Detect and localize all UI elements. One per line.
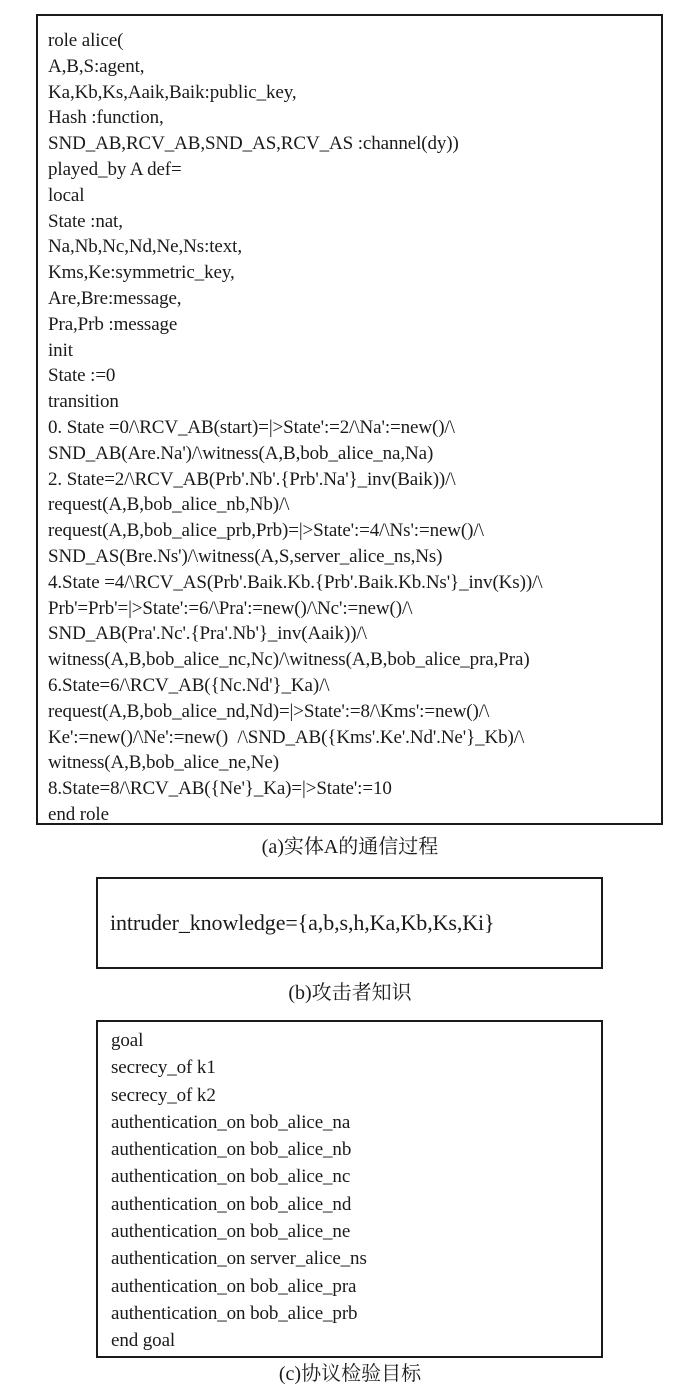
panel-a-line: SND_AS(Bre.Ns')/\witness(A,S,server_alice_ns,Ns) [48,545,443,567]
panel-c-code-box [96,1020,603,1358]
panel-a-line: 4.State =4/\RCV_AS(Prb'.Baik.Kb.{Prb'.Baik.Kb.Ns'}_inv(Ks))/\ [48,571,543,593]
panel-a-line: played_by A def= [48,158,182,180]
panel-c-caption: (c)协议检验目标 [278,1363,422,1385]
panel-a-line: Ka,Kb,Ks,Aaik,Baik:public_key, [48,81,297,103]
panel-a-line: Na,Nb,Nc,Nd,Ne,Ns:text, [48,236,242,258]
panel-c-line: authentication_on bob_alice_ne [111,1221,351,1243]
panel-a-line: 6.State=6/\RCV_AB({Nc.Nd'}_Ka)/\ [48,674,330,696]
panel-c-line: secrecy_of k1 [111,1057,216,1079]
panel-c-line: secrecy_of k2 [111,1084,216,1106]
panel-a-line: local [48,184,85,206]
panel-a-code-box [36,14,663,825]
panel-c-line: authentication_on bob_alice_nc [111,1166,351,1188]
panel-a-line: request(A,B,bob_alice_nd,Nd)=|>State':=8/\Kms':=new()/\ [48,700,490,722]
panel-a-line: Hash :function, [48,107,164,129]
panel-a-line: end role [48,803,109,825]
panel-c-line: authentication_on bob_alice_prb [111,1302,358,1324]
panel-a-line: 8.State=8/\RCV_AB({Ne'}_Ka)=|>State':=10 [48,778,392,800]
panel-a-line: transition [48,391,119,413]
panel-b-caption: (b)攻击者知识 [288,982,412,1004]
panel-a-line: Are,Bre:message, [48,287,182,309]
panel-c-line: authentication_on bob_alice_nb [111,1139,352,1161]
panel-a-line: A,B,S:agent, [48,55,145,77]
panel-a-line: 0. State =0/\RCV_AB(start)=|>State':=2/\Na':=new()/\ [48,416,455,438]
panel-c-line: end goal [111,1330,176,1352]
panel-a-line: Ke':=new()/\Ne':=new() /\SND_AB({Kms'.Ke'.Nd'.Ne'}_Kb)/\ [48,726,525,748]
panel-c-line: authentication_on server_alice_ns [111,1248,367,1270]
panel-a-line: init [48,339,73,361]
panel-a-line: witness(A,B,bob_alice_nc,Nc)/\witness(A,B,bob_alice_pra,Pra) [48,649,530,671]
panel-b-line: intruder_knowledge={a,b,s,h,Ka,Kb,Ks,Ki} [110,910,495,935]
panel-a-line: Pra,Prb :message [48,313,178,335]
panel-a-line: State :=0 [48,365,116,387]
panel-c-line: authentication_on bob_alice_pra [111,1275,357,1297]
panel-a-line: request(A,B,bob_alice_nb,Nb)/\ [48,494,290,516]
panel-c-line: goal [111,1030,144,1051]
panel-a-line: SND_AB(Pra'.Nc'.{Pra'.Nb'}_inv(Aaik))/\ [48,623,367,645]
panel-c-line: authentication_on bob_alice_na [111,1111,351,1133]
panel-b-code-box [96,877,603,969]
panel-a-line: Kms,Ke:symmetric_key, [48,262,235,284]
panel-a-line: State :nat, [48,210,123,232]
panel-a-line: role alice( [48,30,124,51]
panel-a-line: witness(A,B,bob_alice_ne,Ne) [48,752,279,774]
panel-a-line: Prb'=Prb'=|>State':=6/\Pra':=new()/\Nc':=new()/\ [48,597,413,619]
panel-a-line: request(A,B,bob_alice_prb,Prb)=|>State':=4/\Ns':=new()/\ [48,520,484,542]
panel-a-line: SND_AB,RCV_AB,SND_AS,RCV_AS :channel(dy)) [48,133,459,155]
panel-a-line: 2. State=2/\RCV_AB(Prb'.Nb'.{Prb'.Na'}_inv(Baik))/\ [48,468,456,490]
panel-a-line: SND_AB(Are.Na')/\witness(A,B,bob_alice_na,Na) [48,442,434,464]
panel-c-line: authentication_on bob_alice_nd [111,1193,352,1215]
panel-a-caption: (a)实体A的通信过程 [261,836,439,858]
